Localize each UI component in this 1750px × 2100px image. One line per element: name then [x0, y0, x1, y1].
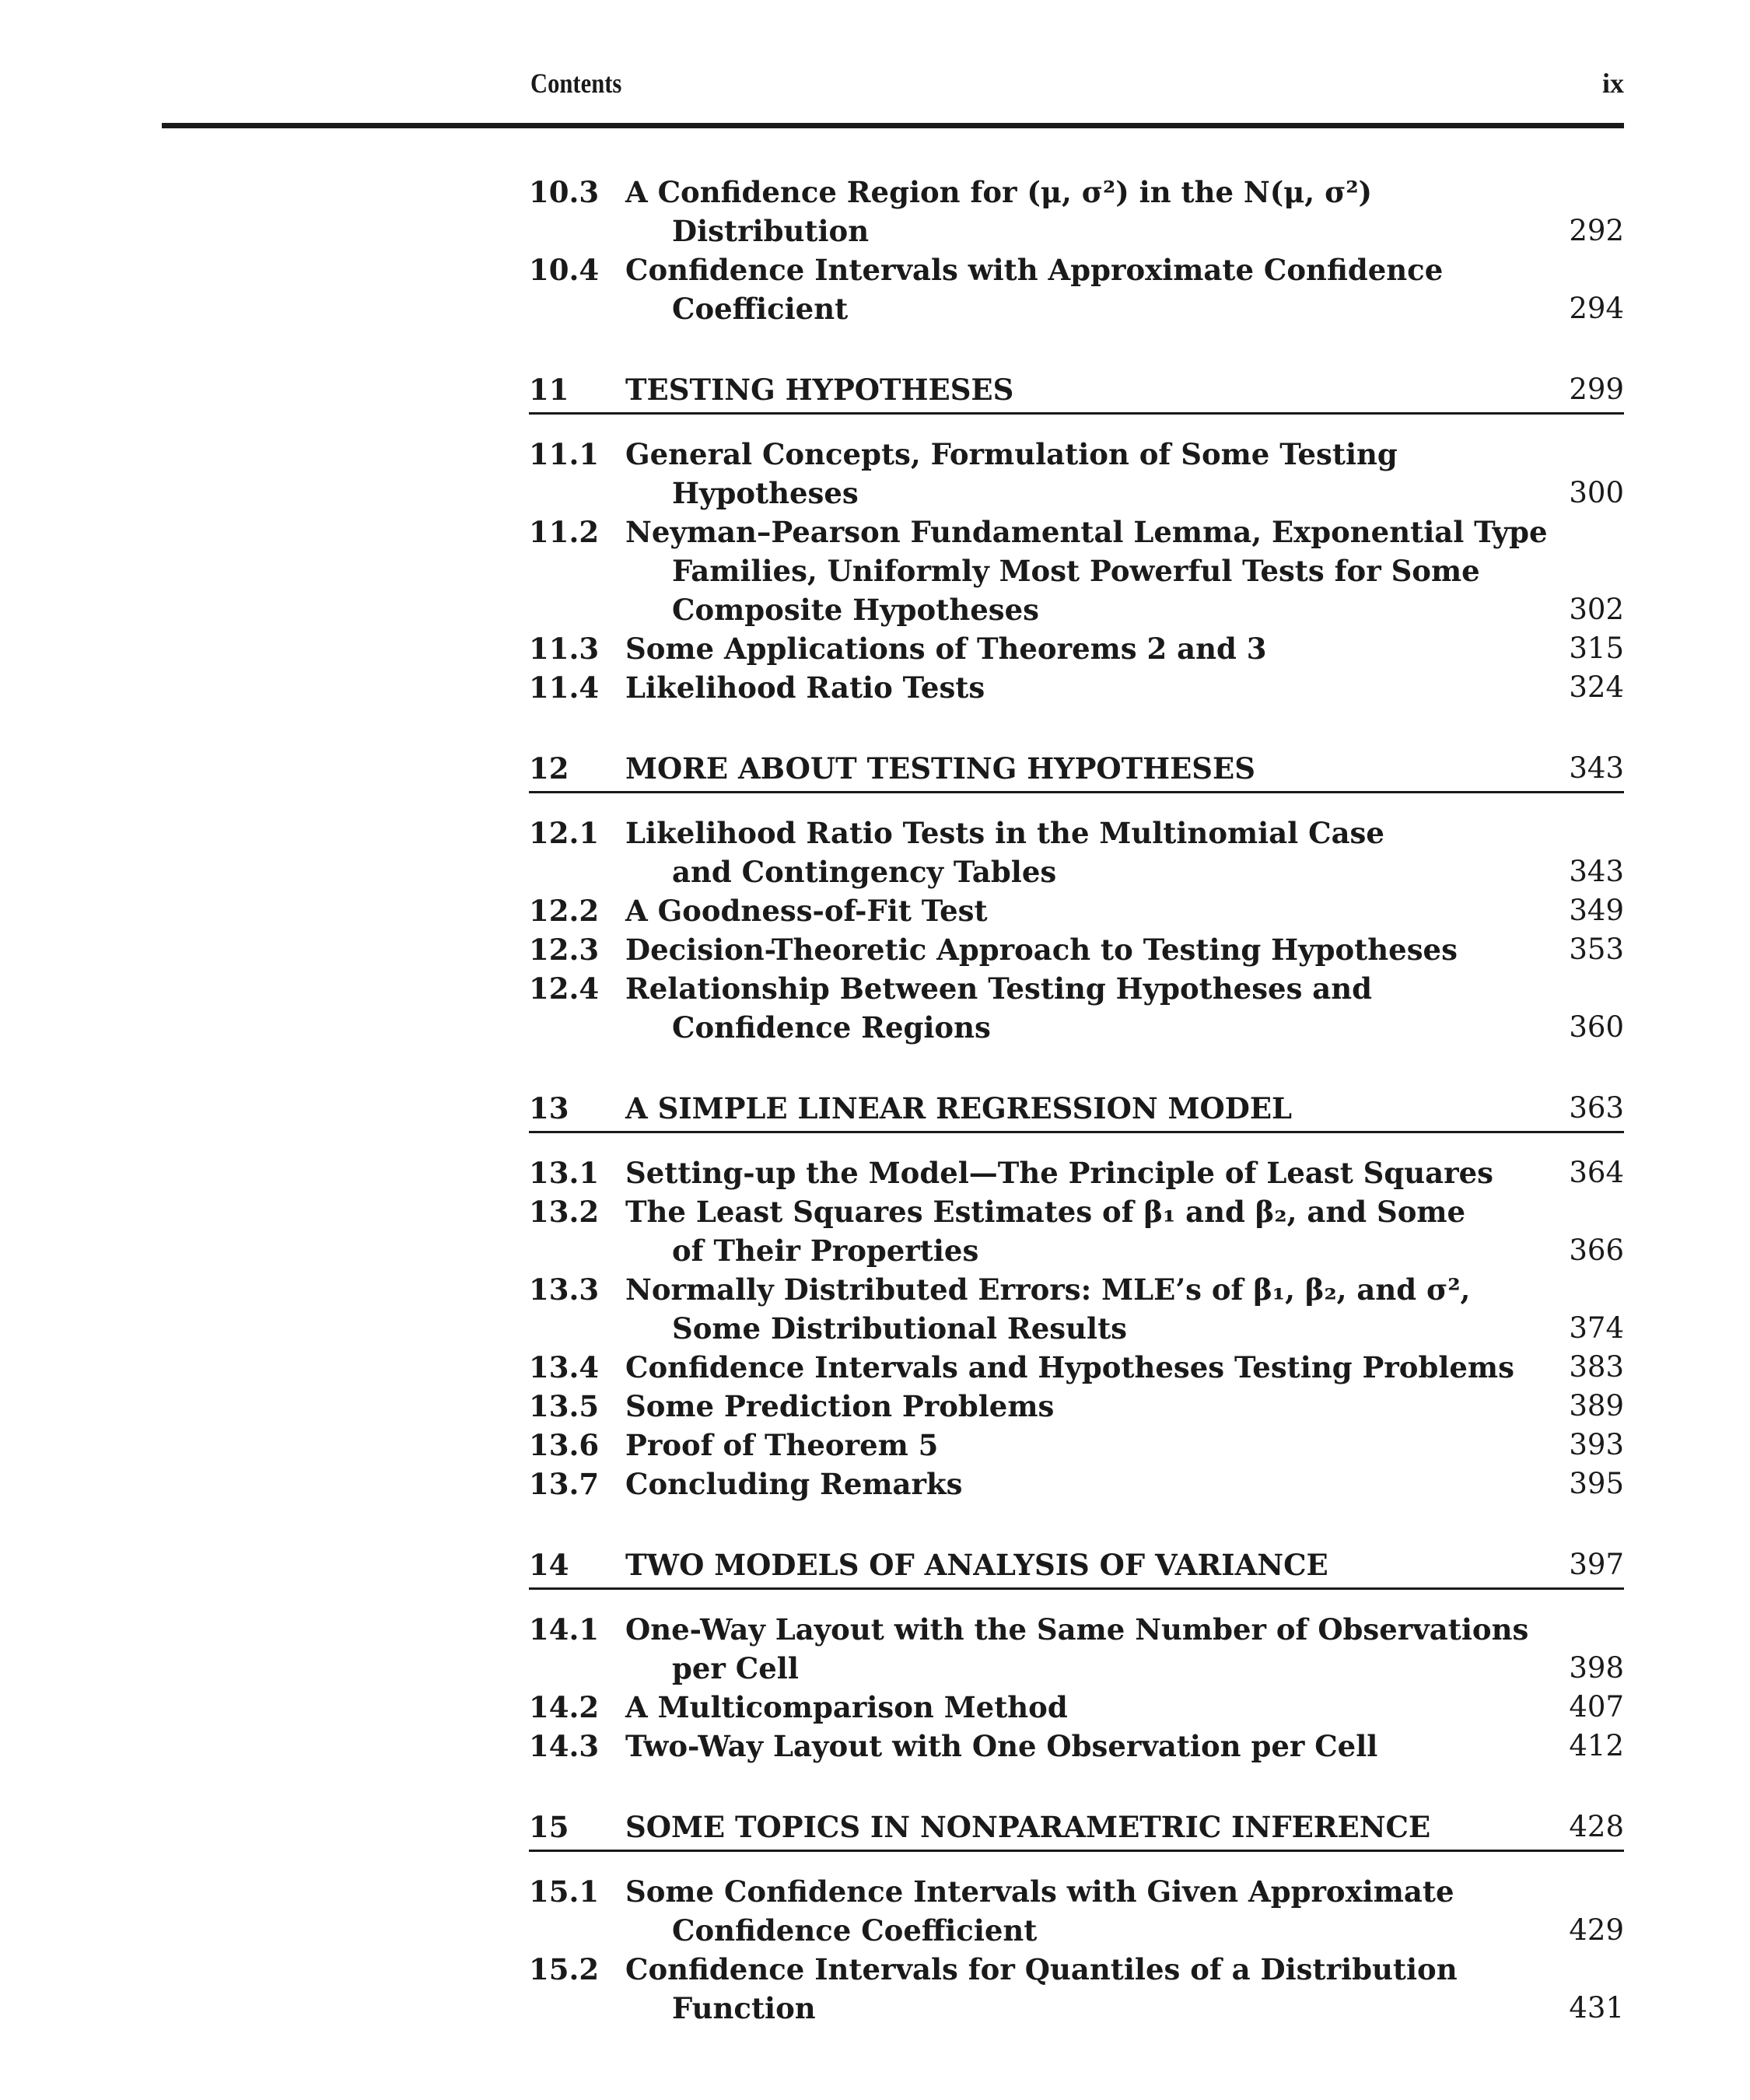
section-title-text: A Confidence Region for (μ, σ²) in the N(μ, σ²) — [625, 175, 1373, 209]
section-page: 315 — [1569, 632, 1624, 665]
section-title-text: Concluding Remarks — [625, 1467, 963, 1501]
chapter-number: 13 — [529, 1091, 569, 1125]
section-title-text: Setting-up the Model—The Principle of Least Squares — [625, 1156, 1493, 1190]
section-body — [625, 1192, 1624, 1270]
chapter-page: 397 — [1569, 1548, 1624, 1581]
section-page: 343 — [1569, 855, 1624, 888]
section-number: 14.3 — [529, 1729, 600, 1763]
section-title-line — [625, 474, 1624, 513]
section-title-line — [625, 629, 1624, 668]
section-title-text: Relationship Between Testing Hypotheses and — [625, 971, 1373, 1006]
section-body — [625, 668, 1624, 707]
running-title: Contents — [530, 68, 622, 99]
section-title-line — [625, 1270, 1624, 1309]
page-number: ix — [1601, 68, 1624, 99]
toc-entry — [529, 891, 1624, 930]
section-title-line — [625, 289, 1624, 328]
section-title-line — [625, 1649, 1624, 1688]
section-body — [625, 629, 1624, 668]
toc-entry — [529, 1270, 1624, 1348]
section-title-line — [625, 1008, 1624, 1047]
section-body — [625, 1270, 1624, 1348]
chapter-title: MORE ABOUT TESTING HYPOTHESES — [625, 751, 1255, 786]
section-title-text: Families, Uniformly Most Powerful Tests for Some — [672, 554, 1480, 588]
section-title-line — [625, 1231, 1624, 1270]
section-title-line — [625, 1387, 1624, 1426]
section-title-text: Confidence Regions — [672, 1010, 991, 1045]
toc-entry — [529, 1465, 1624, 1503]
section-page: 292 — [1569, 214, 1624, 247]
section-number: 15.1 — [529, 1874, 600, 1909]
section-number: 13.1 — [529, 1156, 600, 1190]
chapter-heading — [529, 1545, 1624, 1590]
section-page: 294 — [1569, 292, 1624, 325]
toc-entry — [529, 1688, 1624, 1727]
chapter-heading — [529, 370, 1624, 415]
section-number: 11.3 — [529, 632, 600, 666]
toc-entry — [529, 1426, 1624, 1465]
chapter-number: 11 — [529, 373, 569, 407]
section-title-line — [625, 250, 1624, 289]
section-title-text: Confidence Intervals and Hypotheses Testing Problems — [625, 1350, 1514, 1384]
section-title-line — [625, 1872, 1624, 1911]
section-title-line — [625, 1610, 1624, 1649]
section-number: 12.2 — [529, 894, 600, 928]
section-body — [625, 930, 1624, 969]
toc-entry — [529, 969, 1624, 1047]
section-number: 12.1 — [529, 816, 600, 850]
section-title-text: Distribution — [672, 214, 870, 248]
section-title-line — [625, 891, 1624, 930]
section-body — [625, 1610, 1624, 1688]
toc-entry — [529, 435, 1624, 513]
section-title-line — [625, 1989, 1624, 2028]
section-title-line — [625, 1465, 1624, 1503]
section-title-line — [625, 814, 1624, 852]
section-body — [625, 1950, 1624, 2028]
table-of-contents — [529, 173, 1624, 2028]
page-header — [162, 67, 1624, 128]
section-number: 11.2 — [529, 515, 600, 549]
section-body — [625, 1153, 1624, 1192]
section-page: 374 — [1569, 1311, 1624, 1345]
section-body — [625, 969, 1624, 1047]
section-page: 395 — [1569, 1467, 1624, 1500]
section-body — [625, 814, 1624, 891]
section-title-line — [625, 852, 1624, 891]
section-title-text: Some Prediction Problems — [625, 1389, 1055, 1423]
chapter-heading — [529, 1808, 1624, 1852]
section-number: 13.2 — [529, 1195, 600, 1229]
section-page: 431 — [1569, 1991, 1624, 2025]
section-title-line — [625, 212, 1624, 250]
toc-entry — [529, 1387, 1624, 1426]
section-title-line — [625, 1950, 1624, 1989]
section-number: 13.4 — [529, 1350, 600, 1384]
section-page: 324 — [1569, 670, 1624, 704]
section-title-text: Function — [672, 1991, 816, 2025]
section-title-text: Confidence Coefficient — [672, 1913, 1038, 1948]
section-page: 364 — [1569, 1156, 1624, 1189]
section-body — [625, 1387, 1624, 1426]
section-page: 407 — [1569, 1690, 1624, 1724]
section-number: 10.3 — [529, 175, 600, 209]
section-title-line — [625, 1426, 1624, 1465]
toc-entry — [529, 814, 1624, 891]
section-body — [625, 513, 1624, 629]
section-title-line — [625, 1309, 1624, 1348]
toc-entry — [529, 173, 1624, 250]
section-page: 383 — [1569, 1350, 1624, 1384]
section-title-line — [625, 930, 1624, 969]
section-title-text: of Their Properties — [672, 1234, 979, 1268]
section-page: 398 — [1569, 1651, 1624, 1685]
section-title-text: A Multicomparison Method — [625, 1690, 1068, 1724]
section-number: 13.7 — [529, 1467, 600, 1501]
section-title-line — [625, 1911, 1624, 1950]
toc-entry — [529, 513, 1624, 629]
section-title-line — [625, 668, 1624, 707]
chapter-page: 428 — [1569, 1810, 1624, 1843]
section-number: 12.3 — [529, 933, 600, 967]
chapter-number: 15 — [529, 1810, 569, 1844]
toc-entry — [529, 250, 1624, 328]
section-title-text: Likelihood Ratio Tests in the Multinomial Case — [625, 816, 1384, 850]
section-title-line — [625, 969, 1624, 1008]
section-title-text: Confidence Intervals with Approximate Confidence — [625, 253, 1444, 287]
chapter-heading — [529, 749, 1624, 793]
section-page: 360 — [1569, 1010, 1624, 1044]
section-page: 429 — [1569, 1913, 1624, 1947]
section-number: 11.1 — [529, 437, 600, 471]
section-title-text: and Contingency Tables — [672, 855, 1057, 889]
section-body — [625, 1727, 1624, 1766]
section-title-line — [625, 513, 1624, 551]
section-number: 15.2 — [529, 1952, 600, 1986]
section-page: 412 — [1569, 1729, 1624, 1762]
section-title-text: Proof of Theorem 5 — [625, 1428, 939, 1462]
chapter-page: 363 — [1569, 1091, 1624, 1125]
section-title-line — [625, 551, 1624, 590]
section-body — [625, 435, 1624, 513]
section-title-line — [625, 1192, 1624, 1231]
section-number: 10.4 — [529, 253, 600, 287]
section-title-line — [625, 1348, 1624, 1387]
section-title-text: General Concepts, Formulation of Some Testing — [625, 437, 1398, 471]
section-title-text: Likelihood Ratio Tests — [625, 670, 985, 705]
chapter-page: 299 — [1569, 373, 1624, 406]
toc-entry — [529, 1610, 1624, 1688]
section-title-text: per Cell — [672, 1651, 799, 1685]
section-title-line — [625, 173, 1624, 212]
section-title-text: A Goodness-of-Fit Test — [625, 894, 988, 928]
toc-entry — [529, 1872, 1624, 1950]
section-page: 393 — [1569, 1428, 1624, 1461]
chapter-title: A SIMPLE LINEAR REGRESSION MODEL — [625, 1091, 1293, 1125]
section-title-line — [625, 1153, 1624, 1192]
section-page: 389 — [1569, 1389, 1624, 1423]
section-title-text: Hypotheses — [672, 476, 859, 510]
section-number: 11.4 — [529, 670, 600, 705]
section-title-text: Some Applications of Theorems 2 and 3 — [625, 632, 1267, 666]
section-page: 300 — [1569, 476, 1624, 509]
toc-entry — [529, 1153, 1624, 1192]
section-title-text: The Least Squares Estimates of β₁ and β₂, and Some — [625, 1195, 1466, 1229]
chapter-title: SOME TOPICS IN NONPARAMETRIC INFERENCE — [625, 1810, 1431, 1844]
section-title-text: One-Way Layout with the Same Number of Observations — [625, 1612, 1529, 1647]
section-title-text: Coefficient — [672, 292, 849, 326]
section-title-text: Two-Way Layout with One Observation per Cell — [625, 1729, 1378, 1763]
toc-entry — [529, 1348, 1624, 1387]
toc-entry — [529, 930, 1624, 969]
section-body — [625, 891, 1624, 930]
section-title-text: Some Confidence Intervals with Given Approximate — [625, 1874, 1454, 1909]
section-title-text: Composite Hypotheses — [672, 593, 1039, 627]
section-page: 302 — [1569, 593, 1624, 626]
toc-entry — [529, 1727, 1624, 1766]
section-body — [625, 1688, 1624, 1727]
section-body — [625, 1465, 1624, 1503]
section-body — [625, 1348, 1624, 1387]
section-page: 349 — [1569, 894, 1624, 927]
section-number: 13.3 — [529, 1272, 600, 1307]
section-body — [625, 250, 1624, 328]
section-title-line — [625, 1727, 1624, 1766]
section-number: 14.1 — [529, 1612, 600, 1647]
toc-entry — [529, 1192, 1624, 1270]
toc-entry — [529, 629, 1624, 668]
section-body — [625, 173, 1624, 250]
chapter-page: 343 — [1569, 751, 1624, 785]
chapter-number: 14 — [529, 1548, 569, 1582]
section-number: 14.2 — [529, 1690, 600, 1724]
section-title-text: Neyman–Pearson Fundamental Lemma, Exponential Type — [625, 515, 1548, 549]
section-page: 353 — [1569, 933, 1624, 966]
section-title-line — [625, 590, 1624, 629]
section-number: 13.5 — [529, 1389, 600, 1423]
toc-entry — [529, 668, 1624, 707]
chapter-title: TESTING HYPOTHESES — [625, 373, 1014, 407]
section-title-text: Confidence Intervals for Quantiles of a Distribution — [625, 1952, 1458, 1986]
chapter-number: 12 — [529, 751, 569, 786]
section-title-text: Decision-Theoretic Approach to Testing Hypotheses — [625, 933, 1458, 967]
section-title-text: Normally Distributed Errors: MLE’s of β₁, β₂, and σ², — [625, 1272, 1471, 1307]
section-body — [625, 1426, 1624, 1465]
section-number: 13.6 — [529, 1428, 600, 1462]
section-title-line — [625, 1688, 1624, 1727]
section-page: 366 — [1569, 1234, 1624, 1267]
chapter-heading — [529, 1089, 1624, 1133]
section-body — [625, 1872, 1624, 1950]
section-title-text: Some Distributional Results — [672, 1311, 1127, 1346]
toc-entry — [529, 1950, 1624, 2028]
section-title-line — [625, 435, 1624, 474]
chapter-title: TWO MODELS OF ANALYSIS OF VARIANCE — [625, 1548, 1328, 1582]
section-number: 12.4 — [529, 971, 600, 1006]
